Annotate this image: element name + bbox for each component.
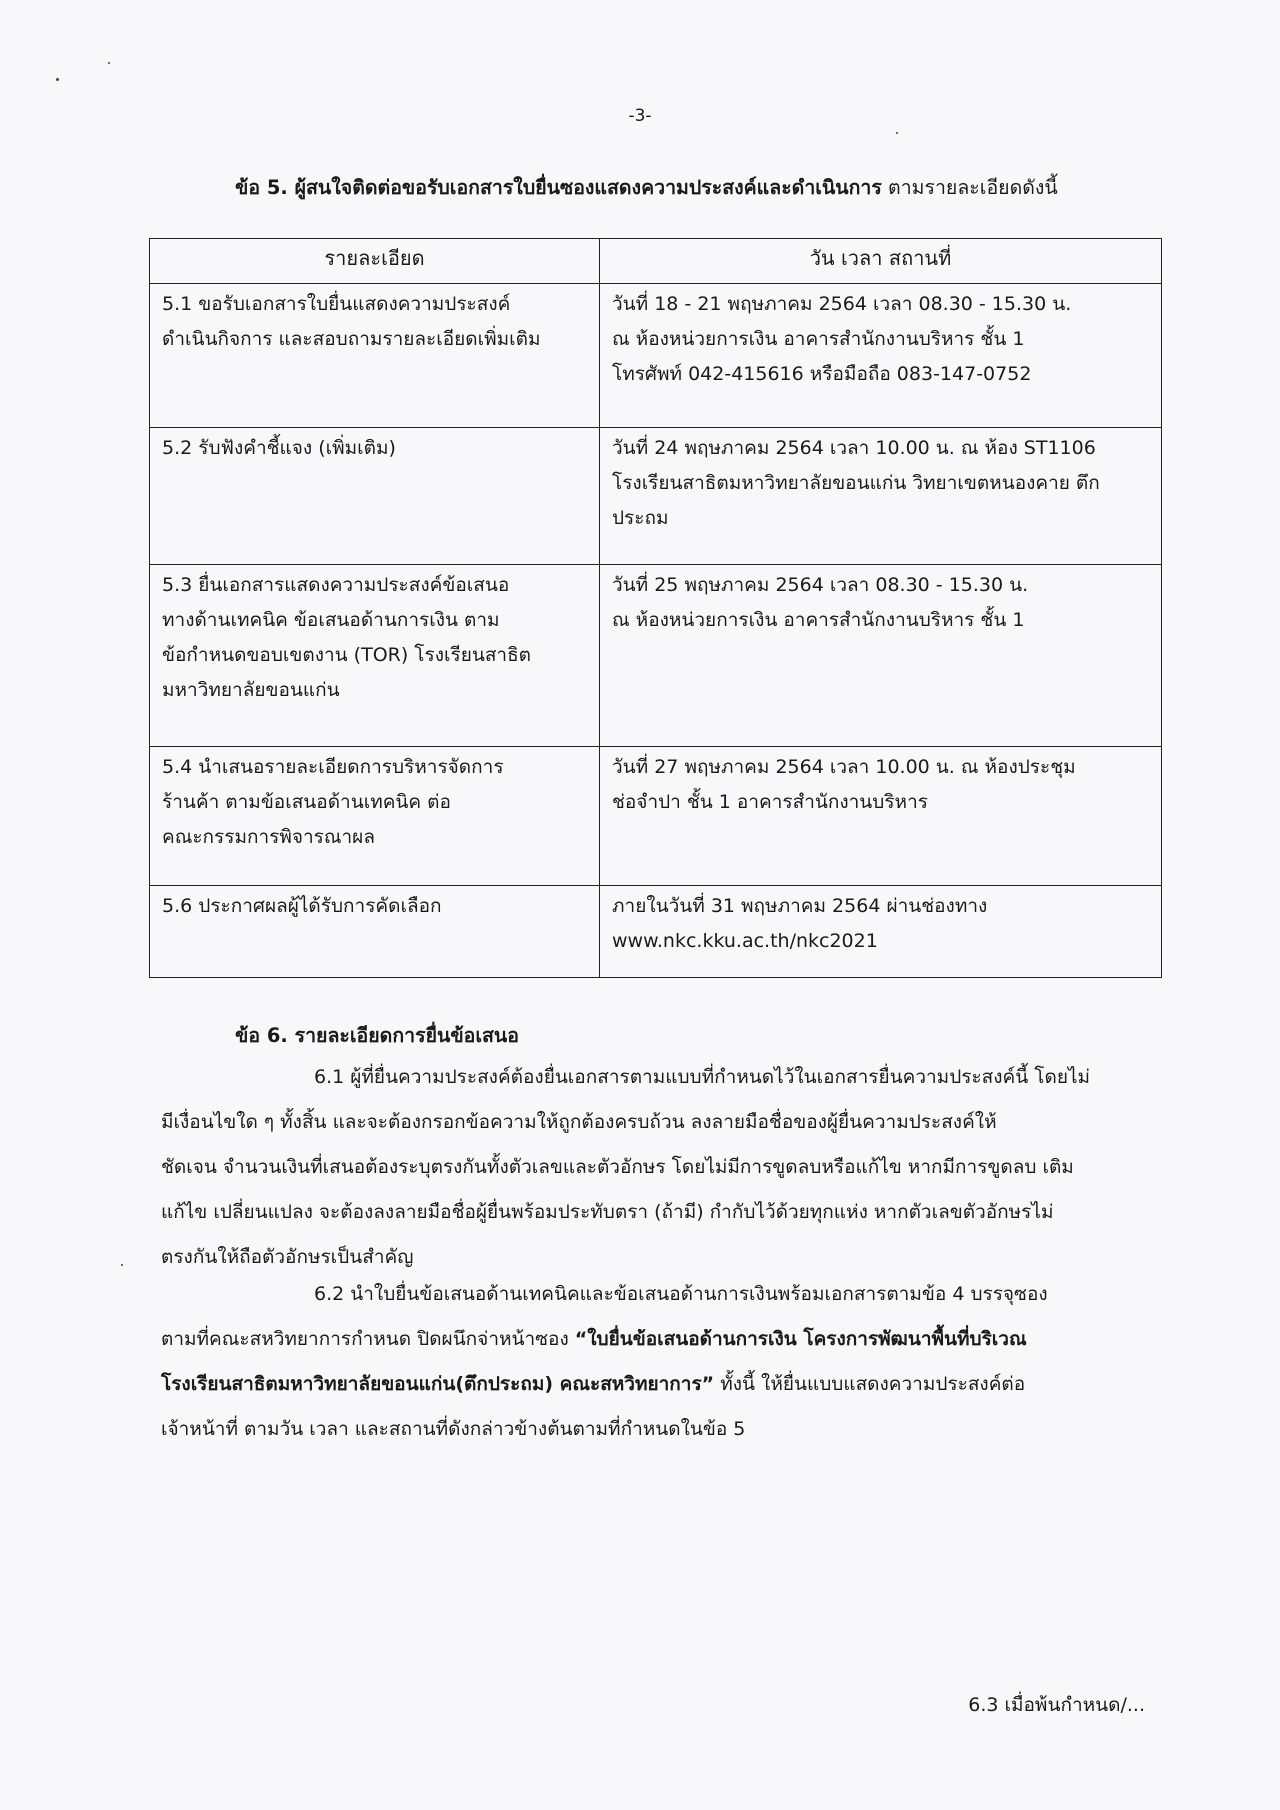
paragraph-6-2 — [161, 1272, 1155, 1452]
announcement-url: www.nkc.kku.ac.th/nkc2021 — [612, 930, 878, 952]
detail-cell — [150, 747, 600, 886]
cell-line: 5.3 ยื่นเอกสารแสดงความประสงค์ข้อเสนอ — [162, 574, 510, 596]
paragraph-text: ตามที่คณะสหวิทยาการกำหนด ปิดผนึกจ่าหน้าซอง — [161, 1328, 575, 1350]
cell-line: ช่อจำปา ชั้น 1 อาคารสำนักงานบริหาร — [612, 791, 928, 813]
paragraph-line: เจ้าหน้าที่ ตามวัน เวลา และสถานที่ดังกล่าวข้างต้นตามที่กำหนดในข้อ 5 — [161, 1418, 746, 1440]
clause-5-heading — [235, 172, 1245, 203]
paragraph-text: ทั้งนี้ ให้ยื่นแบบแสดงความประสงค์ต่อ — [714, 1373, 1026, 1395]
table-row — [150, 284, 1162, 428]
cell-line: ณ ห้องหน่วยการเงิน อาคารสำนักงานบริหาร ชั้น 1 — [612, 609, 1025, 631]
table-row — [150, 886, 1162, 978]
cell-line: ทางด้านเทคนิค ข้อเสนอด้านการเงิน ตาม — [162, 609, 500, 631]
cell-line: โทรศัพท์ 042-415616 หรือมือถือ 083-147-0752 — [612, 363, 1032, 385]
paragraph-line: มีเงื่อนไขใด ๆ ทั้งสิ้น และจะต้องกรอกข้อความให้ถูกต้องครบถ้วน ลงลายมือชื่อของผู้ยื่นความประสงค์ให้ — [161, 1111, 997, 1133]
table-row — [150, 428, 1162, 565]
scan-speck — [108, 62, 110, 64]
clause-5-heading-bold: ข้อ 5. ผู้สนใจติดต่อขอรับเอกสารใบยื่นซองแสดงความประสงค์และดำเนินการ — [235, 176, 882, 199]
clause-5-heading-rest: ตามรายละเอียดดังนี้ — [881, 176, 1058, 199]
cell-line: ดำเนินกิจการ และสอบถามรายละเอียดเพิ่มเติม — [162, 328, 541, 350]
detail-cell — [150, 284, 600, 428]
envelope-label-part-1: “ใบยื่นข้อเสนอด้านการเงิน โครงการพัฒนาพื้นที่บริเวณ — [574, 1328, 1027, 1350]
when-cell — [600, 747, 1162, 886]
paragraph-line — [161, 1317, 1155, 1362]
cell-line: วันที่ 24 พฤษภาคม 2564 เวลา 10.00 น. ณ ห้อง ST1106 — [612, 437, 1096, 459]
detail-cell — [150, 565, 600, 747]
table-row — [150, 747, 1162, 886]
scan-speck — [896, 132, 898, 134]
cell-line: 5.1 ขอรับเอกสารใบยื่นแสดงความประสงค์ — [162, 293, 511, 315]
cell-line: วันที่ 18 - 21 พฤษภาคม 2564 เวลา 08.30 - 15.30 น. — [612, 293, 1072, 315]
schedule-table — [149, 238, 1162, 978]
cell-line: ณ ห้องหน่วยการเงิน อาคารสำนักงานบริหาร ชั้น 1 — [612, 328, 1025, 350]
paragraph-line: 6.2 นำใบยื่นข้อเสนอด้านเทคนิคและข้อเสนอด้านการเงินพร้อมเอกสารตามข้อ 4 บรรจุซอง — [314, 1283, 1048, 1305]
cell-line: ประถม — [612, 507, 669, 529]
when-cell — [600, 886, 1162, 978]
detail-cell — [150, 428, 600, 565]
detail-cell — [150, 886, 600, 978]
when-cell — [600, 428, 1162, 565]
paragraph-line: แก้ไข เปลี่ยนแปลง จะต้องลงลายมือชื่อผู้ยื่นพร้อมประทับตรา (ถ้ามี) กำกับไว้ด้วยทุกแห่ง หากตัวเลขตัวอักษรไม่ — [161, 1201, 1054, 1223]
envelope-label-part-2: โรงเรียนสาธิตมหาวิทยาลัยขอนแก่น(ตึกประถม) คณะสหวิทยาการ” — [161, 1373, 715, 1395]
cell-line: ภายในวันที่ 31 พฤษภาคม 2564 ผ่านช่องทาง — [612, 895, 988, 917]
scan-speck — [121, 1264, 123, 1266]
cell-line: โรงเรียนสาธิตมหาวิทยาลัยขอนแก่น วิทยาเขตหนองคาย ตึก — [612, 472, 1100, 494]
cell-line: มหาวิทยาลัยขอนแก่น — [162, 679, 340, 701]
cell-line: วันที่ 27 พฤษภาคม 2564 เวลา 10.00 น. ณ ห้องประชุม — [612, 756, 1076, 778]
table-header-row — [150, 239, 1162, 284]
header-date-time-place: วัน เวลา สถานที่ — [600, 239, 1162, 284]
cell-line: 5.6 ประกาศผลผู้ได้รับการคัดเลือก — [162, 895, 442, 917]
page-continuation-note: 6.3 เมื่อพ้นกำหนด/... — [968, 1694, 1145, 1716]
paragraph-line — [161, 1362, 1155, 1407]
paragraph-line: ชัดเจน จำนวนเงินที่เสนอต้องระบุตรงกันทั้งตัวเลขและตัวอักษร โดยไม่มีการขูดลบหรือแก้ไข หากมีการขูดลบ เติม — [161, 1156, 1074, 1178]
cell-line: คณะกรรมการพิจารณาผล — [162, 826, 375, 848]
when-cell — [600, 284, 1162, 428]
clause-6-heading: ข้อ 6. รายละเอียดการยื่นข้อเสนอ — [235, 1024, 519, 1047]
paragraph-line: ตรงกันให้ถือตัวอักษรเป็นสำคัญ — [161, 1246, 414, 1268]
header-detail: รายละเอียด — [150, 239, 600, 284]
paragraph-line: 6.1 ผู้ที่ยื่นความประสงค์ต้องยื่นเอกสารตามแบบที่กำหนดไว้ในเอกสารยื่นความประสงค์นี้ โดยไม่ — [314, 1066, 1091, 1088]
cell-line: ข้อกำหนดขอบเขตงาน (TOR) โรงเรียนสาธิต — [162, 644, 532, 666]
cell-line: วันที่ 25 พฤษภาคม 2564 เวลา 08.30 - 15.30 น. — [612, 574, 1029, 596]
paragraph-6-1 — [161, 1055, 1155, 1280]
scan-speck — [56, 78, 59, 81]
cell-line: ร้านค้า ตามข้อเสนอด้านเทคนิค ต่อ — [162, 791, 451, 813]
when-cell — [600, 565, 1162, 747]
cell-line: 5.2 รับฟังคำชี้แจง (เพิ่มเติม) — [162, 437, 396, 459]
cell-line: 5.4 นำเสนอรายละเอียดการบริหารจัดการ — [162, 756, 504, 778]
table-row — [150, 565, 1162, 747]
page-number: -3- — [628, 106, 652, 126]
